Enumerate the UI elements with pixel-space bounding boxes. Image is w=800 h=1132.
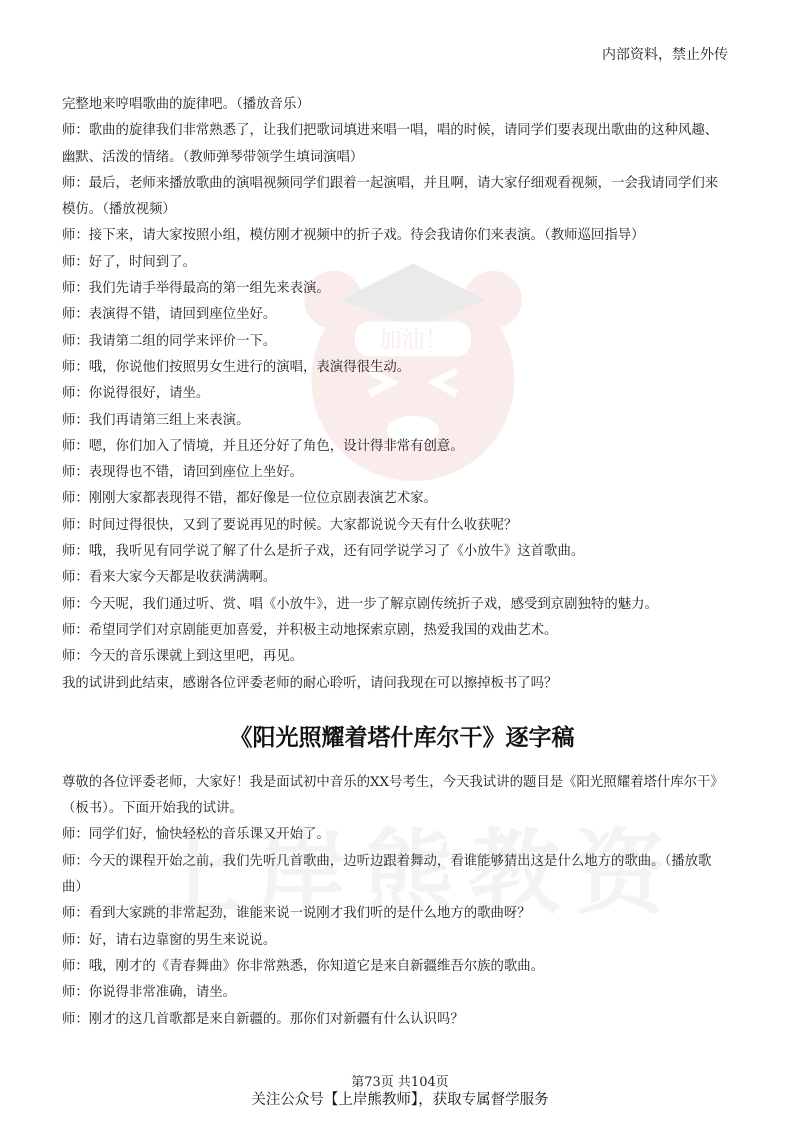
text-line: 师：今天的课程开始之前，我们先听几首歌曲，边听边跟着舞动，看谁能够猜出这是什么地方的歌曲。（播放歌 [62, 853, 712, 869]
section-title: 《阳光照耀着塔什库尔干》逐字稿 [229, 724, 575, 751]
text-line: 师：哦，你说他们按照男女生进行的演唱，表演得很生动。 [62, 359, 411, 375]
text-line: 尊敬的各位评委老师，大家好！我是面试初中音乐的XX号考生，今天我试讲的题目是《阳光照耀着塔什库尔干》 [62, 774, 724, 790]
text-line: 师：嗯，你们加入了情境，并且还分好了角色，设计得非常有创意。 [62, 438, 464, 454]
text-line: （板书）。下面开始我的试讲。 [62, 801, 243, 817]
text-line: 师：我们再请第三组上来表演。 [62, 412, 250, 428]
badge-text: 加油！ [378, 326, 448, 354]
text-line: 师：表演得不错，请回到座位坐好。 [62, 307, 277, 323]
text-line: 师：接下来，请大家按照小组，模仿刚才视频中的折子戏。待会我请你们来表演。（教师巡回指导） [62, 228, 645, 244]
text-line: 师：我请第二组的同学来评价一下。 [62, 333, 277, 349]
text-line: 幽默、活泼的情绪。（教师弹琴带领学生填词演唱） [62, 149, 364, 165]
text-line: 师：表现得也不错，请回到座位上坐好。 [62, 465, 304, 481]
text-line: 师：你说得非常准确，请坐。 [62, 985, 237, 1001]
text-line: 师：好，请右边靠窗的男生来说说。 [62, 932, 277, 948]
text-line: 模仿。（播放视频） [62, 202, 176, 218]
text-line: 师：时间过得很快，又到了要说再见的时候。大家都说说今天有什么收获呢？ [62, 517, 518, 533]
text-line: 师：刚刚大家都表现得不错，都好像是一位位京剧表演艺术家。 [62, 491, 437, 507]
text-line: 师：歌曲的旋律我们非常熟悉了，让我们把歌词填进来唱一唱，唱的时候，请同学们要表现出歌曲的这种风趣、 [62, 123, 719, 139]
text-line: 师：好了，时间到了。 [62, 254, 196, 270]
text-line: 师：看到大家跳的非常起劲，谁能来说一说刚才我们听的是什么地方的歌曲呀？ [62, 906, 531, 922]
transcript-part-1 [62, 92, 742, 697]
text-line: 曲） [62, 880, 89, 896]
text-line: 师：希望同学们对京剧能更加喜爱，并积极主动地探索京剧，热爱我国的戏曲艺术。 [62, 622, 558, 638]
text-line: 师：我们先请手举得最高的第一组先来表演。 [62, 281, 330, 297]
text-line: 师：你说得很好，请坐。 [62, 386, 210, 402]
text-line: 完整地来哼唱歌曲的旋律吧。（播放音乐） [62, 97, 310, 112]
page-number: 第73页 共104页 [351, 1075, 449, 1090]
promo-footer: 关注公众号【上岸熊教师】，获取专属督学服务 [251, 1092, 549, 1108]
text-line: 师：最后，老师来播放歌曲的演唱视频同学们跟着一起演唱，并且啊，请大家仔细观看视频，一会我请同学们来 [62, 175, 719, 191]
text-line: 师：哦，刚才的《青春舞曲》你非常熟悉，你知道它是来自新疆维吾尔族的歌曲。 [62, 958, 545, 974]
text-line: 师：看来大家今天都是收获满满啊。 [62, 570, 277, 586]
text-line: 师：今天呢，我们通过听、赏、唱《小放牛》，进一步了解京剧传统折子戏，感受到京剧独特的魅力。 [62, 596, 658, 612]
text-line: 师：刚才的这几首歌都是来自新疆的。那你们对新疆有什么认识吗？ [62, 1011, 464, 1027]
text-line: 师：同学们好，愉快轻松的音乐课又开始了。 [62, 827, 330, 843]
text-line: 师：哦，我听见有同学说了解了什么是折子戏，还有同学说学习了《小放牛》这首歌曲。 [62, 544, 585, 560]
document-body [62, 92, 742, 1033]
transcript-part-2 [62, 770, 742, 1033]
text-line: 我的试讲到此结束，感谢各位评委老师的耐心聆听，请问我现在可以擦掉板书了吗？ [62, 675, 558, 691]
text-line: 师：今天的音乐课就上到这里吧，再见。 [62, 649, 304, 665]
confidential-note: 内部资料，禁止外传 [602, 47, 728, 63]
